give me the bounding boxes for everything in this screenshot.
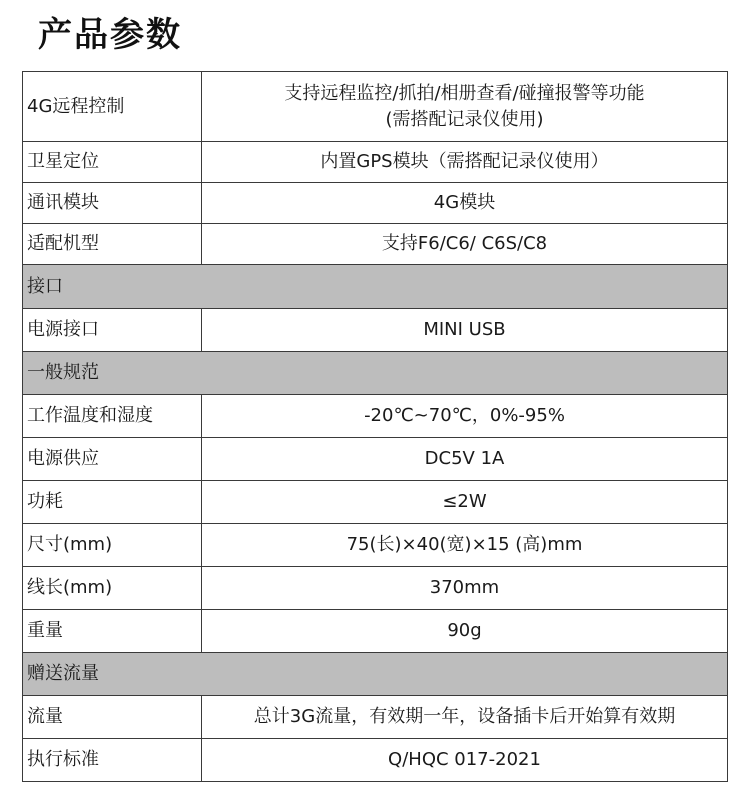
param-value: -20℃~70℃，0%-95% (202, 395, 728, 438)
table-row (23, 696, 728, 739)
param-value: MINI USB (202, 309, 728, 352)
param-value: Q/HQC 017-2021 (202, 739, 728, 782)
table-row (23, 395, 728, 438)
param-label: 执行标准 (23, 739, 202, 782)
table-row (23, 438, 728, 481)
param-value: ≤2W (202, 481, 728, 524)
table-row (23, 142, 728, 183)
table-row (23, 224, 728, 265)
param-label: 卫星定位 (23, 142, 202, 183)
section-header-row (23, 265, 728, 309)
section-header-row (23, 653, 728, 696)
param-label: 电源接口 (23, 309, 202, 352)
param-value: 75(长)×40(宽)×15 (高)mm (202, 524, 728, 567)
param-label: 流量 (23, 696, 202, 739)
param-value-line: (需搭配记录仪使用) (385, 108, 544, 130)
table-row (23, 610, 728, 653)
section-header: 赠送流量 (23, 653, 728, 696)
param-label: 4G远程控制 (23, 72, 202, 142)
table-row (23, 739, 728, 782)
param-label: 适配机型 (23, 224, 202, 265)
param-value: 4G模块 (202, 183, 728, 224)
param-value: DC5V 1A (202, 438, 728, 481)
spec-table (22, 71, 728, 782)
param-value: 总计3G流量，有效期一年，设备插卡后开始算有效期 (202, 696, 728, 739)
param-value: 支持F6/C6/ C6S/C8 (202, 224, 728, 265)
table-row (23, 72, 728, 142)
param-label: 线长(mm) (23, 567, 202, 610)
table-row (23, 481, 728, 524)
param-label: 尺寸(mm) (23, 524, 202, 567)
table-row (23, 524, 728, 567)
param-value (202, 72, 728, 142)
param-value-line: 支持远程监控/抓拍/相册查看/碰撞报警等功能 (284, 82, 645, 104)
param-label: 工作温度和湿度 (23, 395, 202, 438)
page-title: 产品参数 (38, 15, 182, 55)
param-value: 内置GPS模块（需搭配记录仪使用） (202, 142, 728, 183)
table-row (23, 183, 728, 224)
section-header: 接口 (23, 265, 728, 309)
param-value: 370mm (202, 567, 728, 610)
section-header: 一般规范 (23, 352, 728, 395)
table-row (23, 309, 728, 352)
param-label: 功耗 (23, 481, 202, 524)
param-label: 电源供应 (23, 438, 202, 481)
param-label: 重量 (23, 610, 202, 653)
param-value: 90g (202, 610, 728, 653)
section-header-row (23, 352, 728, 395)
table-row (23, 567, 728, 610)
param-label: 通讯模块 (23, 183, 202, 224)
